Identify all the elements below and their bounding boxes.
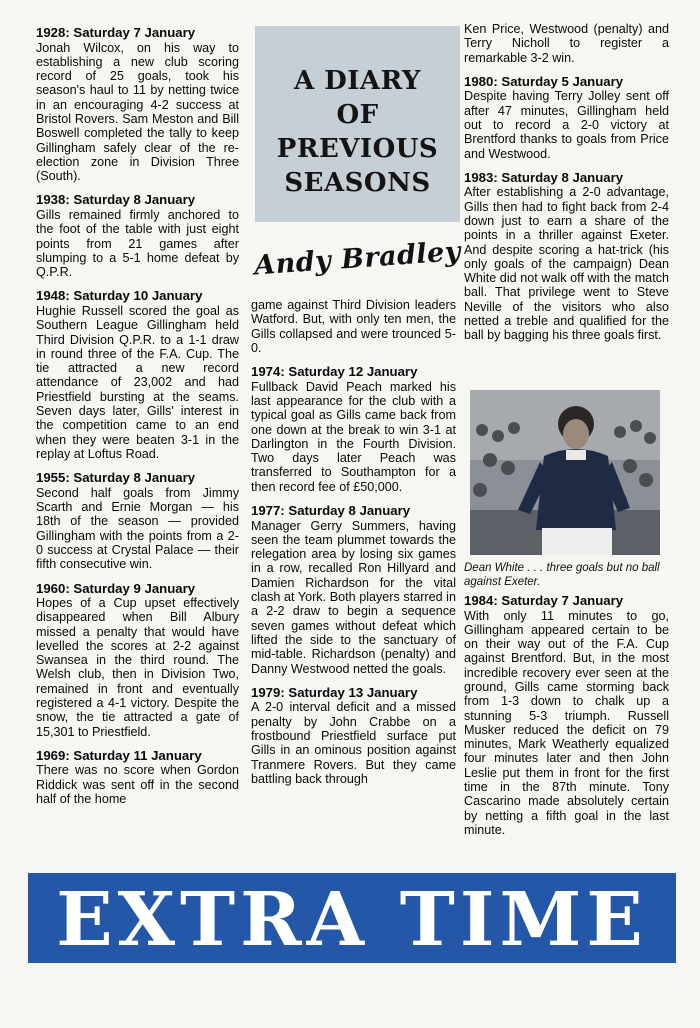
diary-entry-1980: [464, 75, 669, 161]
entry-heading: 1983: Saturday 8 January: [464, 169, 624, 185]
banner-title: EXTRA TIME: [56, 877, 648, 963]
author-byline: Andy Bradley: [253, 236, 462, 282]
entry-heading: 1938: Saturday 8 January: [36, 192, 196, 208]
diary-entry-1979: [251, 686, 456, 786]
entry-text: Hughie Russell scored the goal as Southern League Gillingham held Third Division Q.P.R. to a 1-1 draw in round three of the F.A. Cup. The tie attracted a new record attendance of 23,002 and had Priestfield bursting at the seams. Seven days later, Gills' interest in the competition came to an end when they were beaten 3-1 in the replay at Loftus Road.: [36, 303, 239, 461]
diary-entry-1955: [36, 471, 239, 571]
entry-heading: 1979: Saturday 13 January: [251, 684, 418, 700]
diary-entry-1977: [251, 504, 456, 676]
column-right: [464, 22, 669, 353]
diary-entry-1983: [464, 171, 669, 343]
column-right-lower: [464, 594, 669, 847]
entry-text: Hopes of a Cup upset effectively disappeared when Bill Albury missed a penalty that would have levelled the scores at 2-2 against Swansea in the third round. The Welsh club, then in Division Two, remained in front and eventually registered a 4-1 victory. Despite the snow, the tie attracted a gate of 15,301 to Priestfield.: [36, 596, 239, 739]
entry-heading: 1980: Saturday 5 January: [464, 73, 624, 89]
column-left: [36, 26, 239, 816]
entry-text: After establishing a 2-0 advantage, Gills then had to fight back from 2-4 down just to earn a share of the points in a thriller against Exeter. And despite scoring a hat-trick (his only goals of the campaign) Dean White did not walk off with the match ball. That privilege went to Steve Neville of the visitors who also netted a treble and qualified for the ball by bagging his three goals first.: [464, 185, 669, 343]
entry-heading: 1955: Saturday 8 January: [36, 470, 196, 486]
entry-heading: 1984: Saturday 7 January: [464, 593, 624, 608]
title-line: SEASONS: [284, 168, 431, 198]
entry-text: With only 11 minutes to go, Gillingham appeared certain to be on their way out of the F.A. Cup against Brentford. But, in the most incredible recovery ever seen at the ground, Gills came storming back from 1-3 down to chalk up a stunning 5-3 triumph. Russell Musker reduced the deficit on 79 minutes, Mark Weatherly equalized four minutes later and then John Leslie put them in front for the first time in the 87th minute. Tony Cascarino made absolutely certain by netting a fifth goal in the last minute.: [464, 608, 669, 837]
diary-entry-1938: [36, 193, 239, 279]
diary-entry-1984: [464, 594, 669, 837]
title-line: A DIARY: [294, 66, 421, 96]
photo-caption: Dean White . . . three goals but no ball against Exeter.: [464, 562, 660, 588]
column-middle: [251, 298, 456, 796]
diary-entry-1974: [251, 365, 456, 494]
title-line: OF: [336, 100, 379, 130]
entry-heading: 1977: Saturday 8 January: [251, 503, 411, 519]
diary-entry-1948: [36, 289, 239, 461]
title-box: [255, 26, 460, 222]
entry-text: game against Third Division leaders Watford. But, with only ten men, the Gills collapsed and were trounced 5-0.: [251, 298, 456, 355]
entry-heading: 1928: Saturday 7 January: [36, 25, 196, 40]
player-photo: [470, 390, 660, 555]
entry-text: There was no score when Gordon Riddick was sent off in the second half of the home: [36, 763, 239, 807]
entry-text: Jonah Wilcox, on his way to establishing a new club scoring record of 25 goals, took his season's haul to 11 by netting twice in an encouraging 4-2 success at Bristol Rovers. Sam Meston and Bill Boswell completed the tally to keep Gillingham safely clear of the re-election zone in Division Three (South).: [36, 40, 239, 184]
player-photo-image: [470, 390, 660, 555]
entry-text: Fullback David Peach marked his last appearance for the club with a typical goal as Gills came back from one down at the break to win 3-1 at Darlington in the Fourth Division. Two days later Peach was transferred to Southampton for a then record fee of £50,000.: [251, 379, 456, 494]
diary-entry-1969: [36, 749, 239, 806]
entry-text: Ken Price, Westwood (penalty) and Terry Nicholl to register a remarkable 3-2 win.: [464, 22, 669, 65]
entry-heading: 1960: Saturday 9 January: [36, 580, 196, 596]
entry-text: Despite having Terry Jolley sent off after 47 minutes, Gillingham held out to record a 2-0 victory at Brentford thanks to goals from Price and Westwood.: [464, 89, 669, 161]
title-line: PREVIOUS: [276, 134, 439, 164]
diary-entry-1979-cont: [464, 22, 669, 65]
entry-text: A 2-0 interval deficit and a missed penalty by John Crabbe on a frostbound Priestfield surface put Gills in an ominous position against Tranmere Rovers. But they came battling back through: [251, 700, 456, 786]
section-banner: [28, 873, 676, 963]
diary-entry-1969-cont: [251, 298, 456, 355]
entry-heading: 1974: Saturday 12 January: [251, 364, 418, 380]
entry-text: Manager Gerry Summers, having seen the team plummet towards the relegation area by losing six games in a row, recalled Ron Hillyard and Damien Richardson for the vital clash at York. Both players starred in a 2-2 draw to begin a sequence seven games without defeat which lifted the side to the sanctuary of mid-table. Richardson (penalty) and Danny Westwood netted the goals.: [251, 518, 456, 676]
entry-text: Gills remained firmly anchored to the foot of the table with just eight points from 21 games after slumping to a 5-1 home defeat by Q.P.R.: [36, 207, 239, 280]
entry-heading: 1948: Saturday 10 January: [36, 288, 203, 304]
entry-heading: 1969: Saturday 11 January: [36, 747, 202, 763]
diary-entry-1960: [36, 582, 239, 739]
diary-entry-1928: [36, 26, 239, 183]
page-title: [255, 64, 460, 200]
entry-text: Second half goals from Jimmy Scarth and Ernie Morgan — his 18th of the season — provided Gillingham with the points from a 2-0 success at Crystal Palace — their fifth consecutive win.: [36, 485, 239, 572]
